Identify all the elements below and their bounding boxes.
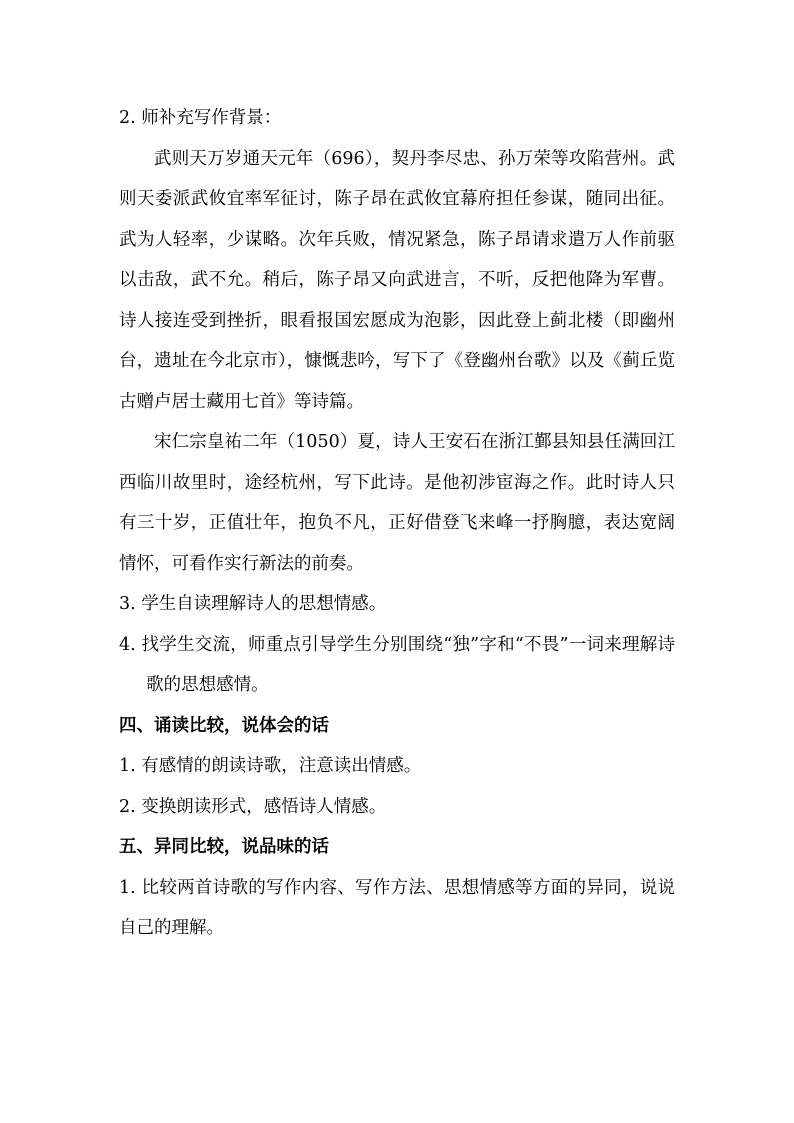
section-heading-5: 五、异同比较，说品味的话: [119, 837, 329, 857]
list-item-3: 3. 学生自读理解诗人的思想情感。: [119, 594, 387, 614]
list-item-2: 2. 师补充写作背景：: [119, 108, 282, 128]
document-body: [119, 98, 675, 949]
background-paragraph-wang-anshi: 宋仁宗皇祐二年（1050）夏，诗人王安石在浙江鄞县知县任满回江西临川故里时，途经杭州，写下此诗。是他初涉宦海之作。此时诗人只有三十岁，正值壮年，抱负不凡，正好借登飞来峰一抒胸臆，表达宽阔情怀，可看作实行新法的前奏。: [119, 432, 675, 574]
section5-item-1: 1. 比较两首诗歌的写作内容、写作方法、思想情感等方面的异同，说说自己的理解。: [119, 877, 675, 938]
background-paragraph-chen-ziang: 武则天万岁通天元年（696），契丹李尽忠、孙万荣等攻陷营州。武则天委派武攸宜率军征讨，陈子昂在武攸宜幕府担任参谋，随同出征。武为人轻率，少谋略。次年兵败，情况紧急，陈子昂请求遣万人作前驱以击敌，武不允。稍后，陈子昂又向武进言，不听，反把他降为军曹。诗人接连受到挫折，眼看报国宏愿成为泡影，因此登上蓟北楼（即幽州台，遗址在今北京市），慷慨悲吟，写下了《登幽州台歌》以及《蓟丘览古赠卢居士藏用七首》等诗篇。: [119, 148, 675, 412]
section4-item-2: 2. 变换朗读形式，感悟诗人情感。: [119, 796, 387, 817]
list-item-4: 4. 找学生交流，师重点引导学生分别围绕“独”字和“不畏”一词来理解诗歌的思想感情。: [119, 634, 675, 695]
section-heading-4: 四、诵读比较，说体会的话: [119, 715, 329, 736]
section4-item-1: 1. 有感情的朗读诗歌，注意读出情感。: [119, 756, 422, 776]
